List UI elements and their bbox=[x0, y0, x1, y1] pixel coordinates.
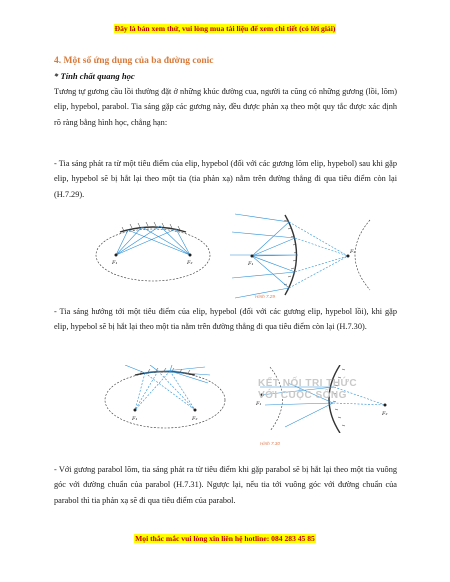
focus-label: F₁ bbox=[112, 260, 118, 266]
watermark-line: VỚI CUỘC SỐNG bbox=[258, 390, 347, 401]
hotline-banner bbox=[0, 534, 450, 543]
publisher-watermark bbox=[258, 378, 357, 402]
paragraph-parabola: - Với gương parabol lõm, tia sáng phát ra từ tiêu điểm khi gặp parabol sẽ bị hắt lại theo một tia vuông góc với đường chuẩn của parabol (H.7.31). Ngược lại, nếu tia tới vuông góc với đường chuẩn của parabol thì tia phản xạ sẽ đi qua tiêu điểm của parabol. bbox=[54, 465, 397, 505]
figure-caption: Hình 7.29 bbox=[255, 294, 275, 299]
subsection-title: * Tính chất quang học bbox=[54, 71, 135, 81]
figure-7-29 bbox=[80, 210, 400, 302]
ellipse-mirror bbox=[96, 229, 210, 281]
figure-7-30 bbox=[90, 365, 410, 433]
section-title: 4. Một số ứng dụng của ba đường conic bbox=[54, 56, 214, 66]
paragraph-intro: Tương tự gương cầu lồi thường đặt ở những khúc đường cua, người ta cũng có những gương (lồi, lõm) elip, hypebol, parabol. Tia sáng gặp các gương này, đều được phản xạ theo một quy tắc được xác định rõ ràng bằng hình học, chẳng hạn: bbox=[54, 87, 397, 127]
focus-label: F₂ bbox=[350, 249, 356, 255]
paragraph-focus-rays: - Tia sáng phát ra từ một tiêu điểm của elip, hypebol (đối với các gương lõm elip, hypebol) sau khi gặp elip, hypebol sẽ bị hắt lại theo một tia (tia phản xạ) nằm trên đường thẳng đi qua tiêu điểm còn lại (H.7.29). bbox=[54, 159, 397, 199]
focus-label: F₁ bbox=[256, 401, 262, 407]
paragraph-directed-rays: - Tia sáng hướng tới một tiêu điểm của elip, hypebol (đối với các gương elip, hypebol lồi), khi gặp elip, hypebol sẽ bị hắt lại theo một tia nằm trên đường thẳng đi qua tiêu điểm còn lại (H.7.30). bbox=[54, 307, 397, 332]
preview-banner bbox=[0, 24, 450, 33]
watermark-line: KẾT NỐI TRI THỨC bbox=[258, 378, 358, 389]
focus-label: F₂ bbox=[187, 260, 193, 266]
hotline-banner-text: Mọi thắc mắc vui lòng xin liên hệ hotline: 084 283 45 85 bbox=[135, 534, 315, 543]
focus-label: F₂ bbox=[192, 416, 198, 422]
focus-label: F₁ bbox=[132, 416, 138, 422]
ellipse-mirror bbox=[105, 372, 225, 428]
figure-caption: Hình 7.30 bbox=[260, 441, 280, 446]
focus-label: F₂ bbox=[382, 411, 388, 417]
preview-banner-text: Đây là bản xem thử, vui lòng mua tài liệu để xem chi tiết (có lời giải) bbox=[114, 24, 336, 33]
focus-label: F₁ bbox=[248, 261, 254, 267]
